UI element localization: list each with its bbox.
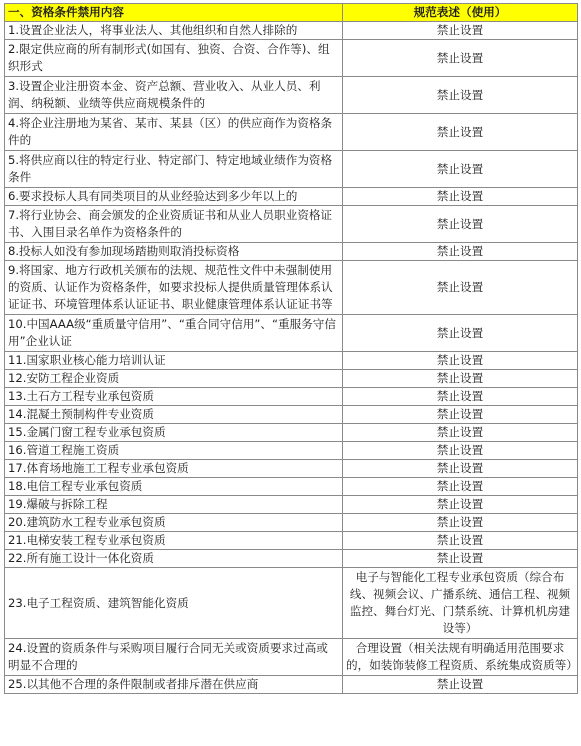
table-row [5, 388, 578, 406]
table-row [5, 114, 578, 151]
row-rule: 禁止设置 [343, 442, 578, 460]
table-row [5, 261, 578, 315]
row-content: 4.将企业注册地为某省、某市、某县（区）的供应商作为资格条件的 [5, 114, 343, 151]
table-row [5, 568, 578, 639]
row-rule: 禁止设置 [343, 114, 578, 151]
row-rule: 禁止设置 [343, 676, 578, 694]
row-rule: 禁止设置 [343, 406, 578, 424]
row-rule: 禁止设置 [343, 315, 578, 352]
row-content: 21.电梯安装工程专业承包资质 [5, 532, 343, 550]
row-content: 6.要求投标人具有同类项目的从业经验达到多少年以上的 [5, 188, 343, 206]
row-rule: 禁止设置 [343, 243, 578, 261]
row-rule: 禁止设置 [343, 424, 578, 442]
table-row [5, 676, 578, 694]
row-rule: 禁止设置 [343, 22, 578, 40]
qualification-rules-table-container [4, 3, 577, 694]
row-content: 15.金属门窗工程专业承包资质 [5, 424, 343, 442]
table-row [5, 532, 578, 550]
row-content: 22.所有施工设计一体化资质 [5, 550, 343, 568]
row-content: 13.土石方工程专业承包资质 [5, 388, 343, 406]
header-standard-expression: 规范表述（使用） [343, 4, 578, 22]
table-row [5, 496, 578, 514]
row-rule: 禁止设置 [343, 77, 578, 114]
row-content: 1.设置企业法人，将事业法人、其他组织和自然人排除的 [5, 22, 343, 40]
table-row [5, 206, 578, 243]
row-rule: 禁止设置 [343, 352, 578, 370]
row-rule: 禁止设置 [343, 388, 578, 406]
row-rule: 禁止设置 [343, 261, 578, 315]
row-content: 23.电子工程资质、建筑智能化资质 [5, 568, 343, 639]
table-row [5, 442, 578, 460]
row-content: 20.建筑防水工程专业承包资质 [5, 514, 343, 532]
row-rule: 合理设置（相关法规有明确适用范围要求的，如装饰装修工程资质、系统集成资质等） [343, 639, 578, 676]
row-content: 25.以其他不合理的条件限制或者排斥潜在供应商 [5, 676, 343, 694]
row-content: 14.混凝土预制构件专业资质 [5, 406, 343, 424]
row-content: 12.安防工程企业资质 [5, 370, 343, 388]
row-content: 10.中国AAA级“重质量守信用”、“重合同守信用”、“重服务守信用”企业认证 [5, 315, 343, 352]
row-rule: 禁止设置 [343, 532, 578, 550]
row-content: 3.设置企业注册资本金、资产总额、营业收入、从业人员、利润、纳税额、业绩等供应商规模条件的 [5, 77, 343, 114]
row-rule: 禁止设置 [343, 460, 578, 478]
row-content: 5.将供应商以往的特定行业、特定部门、特定地域业绩作为资格条件 [5, 151, 343, 188]
table-row [5, 370, 578, 388]
row-content: 2.限定供应商的所有制形式(如国有、独资、合资、合作等)、组织形式 [5, 40, 343, 77]
table-row [5, 639, 578, 676]
table-row [5, 424, 578, 442]
row-content: 17.体育场地施工工程专业承包资质 [5, 460, 343, 478]
header-prohibited-content: 一、资格条件禁用内容 [5, 4, 343, 22]
row-rule: 禁止设置 [343, 370, 578, 388]
table-row [5, 460, 578, 478]
table-row [5, 243, 578, 261]
table-row [5, 315, 578, 352]
row-rule: 禁止设置 [343, 40, 578, 77]
table-row [5, 514, 578, 532]
row-content: 11.国家职业核心能力培训认证 [5, 352, 343, 370]
table-row [5, 77, 578, 114]
table-row [5, 22, 578, 40]
table-header-row [5, 4, 578, 22]
row-content: 19.爆破与拆除工程 [5, 496, 343, 514]
table-row [5, 40, 578, 77]
row-rule: 禁止设置 [343, 496, 578, 514]
row-content: 18.电信工程专业承包资质 [5, 478, 343, 496]
row-content: 16.管道工程施工资质 [5, 442, 343, 460]
row-rule: 禁止设置 [343, 206, 578, 243]
table-row [5, 352, 578, 370]
row-rule: 禁止设置 [343, 188, 578, 206]
row-rule: 电子与智能化工程专业承包资质（综合布线、视频会议、广播系统、通信工程、视频监控、舞台灯光、门禁系统、计算机机房建设等） [343, 568, 578, 639]
table-row [5, 478, 578, 496]
row-content: 8.投标人如没有参加现场踏勘则取消投标资格 [5, 243, 343, 261]
table-row [5, 151, 578, 188]
row-content: 7.将行业协会、商会颁发的企业资质证书和从业人员职业资格证书、入围目录名单作为资格条件的 [5, 206, 343, 243]
table-row [5, 550, 578, 568]
row-content: 24.设置的资质条件与采购项目履行合同无关或资质要求过高或明显不合理的 [5, 639, 343, 676]
table-row [5, 406, 578, 424]
row-rule: 禁止设置 [343, 550, 578, 568]
row-rule: 禁止设置 [343, 514, 578, 532]
row-content: 9.将国家、地方行政机关颁布的法规、规范性文件中未强制使用的资质、认证作为资格条件，如要求投标人提供质量管理体系认证证书、环境管理体系认证证书、职业健康管理体系认证证书等 [5, 261, 343, 315]
qualification-rules-table [4, 3, 578, 694]
row-rule: 禁止设置 [343, 478, 578, 496]
table-row [5, 188, 578, 206]
row-rule: 禁止设置 [343, 151, 578, 188]
